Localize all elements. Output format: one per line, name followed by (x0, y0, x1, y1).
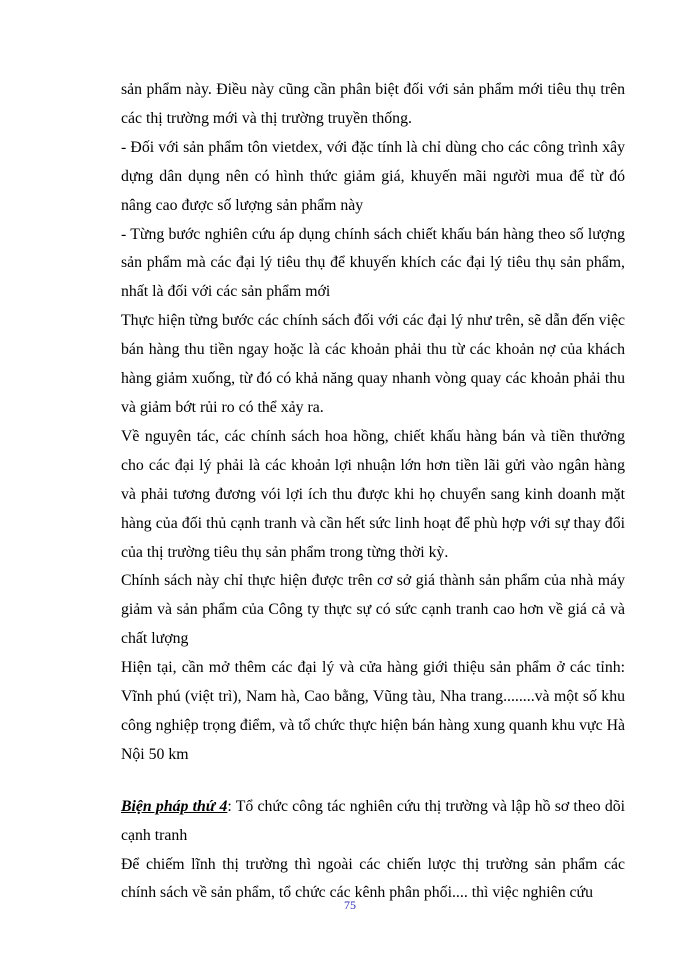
body-paragraph-2: - Đối với sản phẩm tôn vietdex, với đặc tính là chỉ dùng cho các công trình xây dựng dân dụng nên có hình thức giảm giá, khuyến mãi người mua để từ đó nâng cao được số lượng sản phẩm này (121, 138, 625, 214)
section-spacer (121, 770, 625, 793)
page-number: 75 (344, 898, 356, 912)
body-paragraph-7: Hiện tại, cần mở thêm các đại lý và cửa hàng giới thiệu sản phẩm ở các tỉnh: Vĩnh phú (việt trì), Nam hà, Cao bằng, Vũng tàu, Nha trang........và một số khu công nghiệp trọng điểm, và tổ chức thực hiện bán hàng xung quanh khu vực Hà Nội 50 km (121, 659, 625, 763)
body-paragraph-1: sản phẩm này. Điều này cũng cần phân biệt đối với sản phẩm mới tiêu thụ trên các thị trường mới và thị trường truyền thống. (121, 81, 625, 127)
body-paragraph-5: Về nguyên tác, các chính sách hoa hồng, chiết khấu hàng bán và tiền thưởng cho các đại lý phải là các khoản lợi nhuận lớn hơn tiền lãi gửi vào ngân hàng và phải tương đương vói lợi ích thu được khi họ chuyển sang kinh doanh mặt hàng của đối thủ cạnh tranh và cần hết sức linh hoạt để phù hợp với sự thay đổi của thị trường tiêu thụ sản phẩm trong từng thời kỳ. (121, 427, 625, 561)
body-paragraph-6: Chính sách này chỉ thực hiện được trên cơ sở giá thành sản phẩm của nhà máy giảm và sản phẩm của Công ty thực sự có sức cạnh tranh cao hơn về giá cả và chất lượng (121, 572, 625, 648)
page-content (121, 76, 625, 908)
section-heading-title: : Tổ chức công tác nghiên cứu thị trường và lập hồ sơ theo dõi cạnh tranh (121, 797, 626, 844)
body-paragraph-4: Thực hiện từng bước các chính sách đối với các đại lý như trên, sẽ dẫn đến việc bán hàng thu tiền ngay hoặc là các khoản phải thu từ các khoản nợ của khách hàng giảm xuống, từ đó có khả năng quay nhanh vòng quay các khoản phải thu và giảm bớt rủi ro có thể xảy ra. (121, 312, 625, 416)
body-paragraph-3: - Từng bước nghiên cứu áp dụng chính sách chiết khấu bán hàng theo số lượng sản phẩm mà các đại lý tiêu thụ để khuyến khích các đại lý tiêu thụ sản phẩm, nhất là đối với các sản phẩm mới (121, 225, 625, 301)
section-paragraph-1: Để chiếm lĩnh thị trường thì ngoài các chiến lược thị trường sản phẩm các chính sách về sản phẩm, tổ chức các kênh phân phối.... thì việc nghiên cứu (121, 855, 625, 902)
section-heading (121, 793, 625, 851)
section-heading-label: Biện pháp thứ 4 (121, 797, 228, 815)
